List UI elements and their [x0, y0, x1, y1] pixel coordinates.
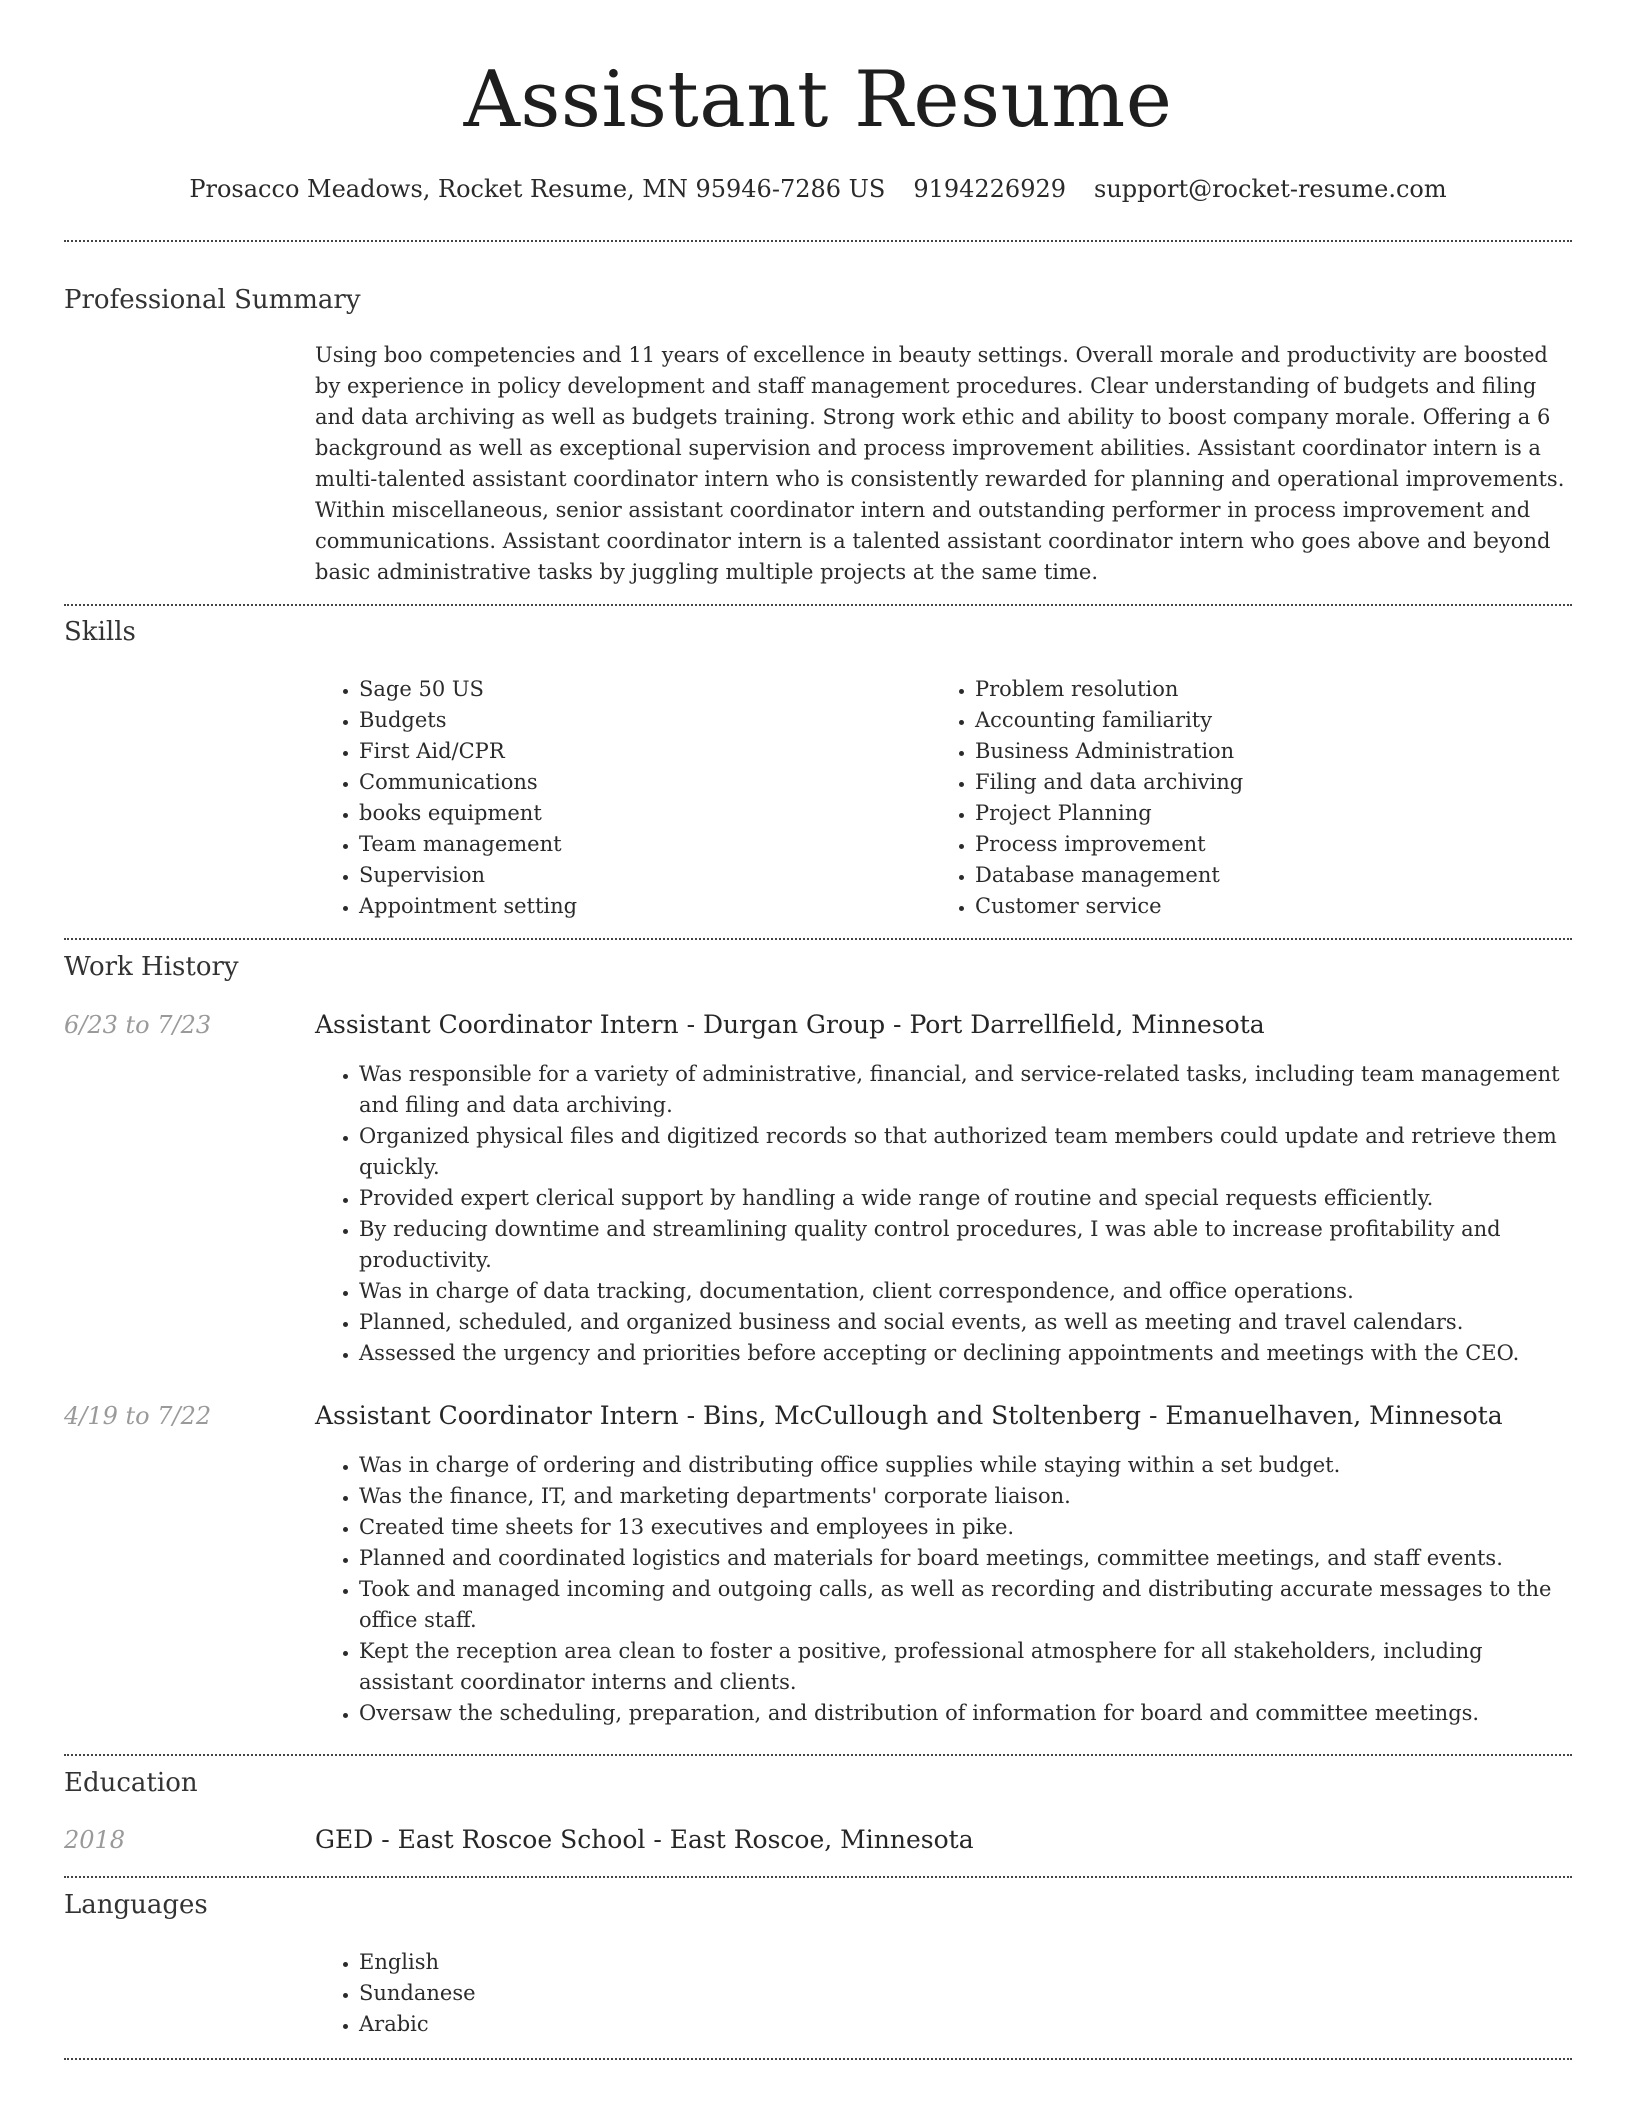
contact-email: support@rocket-resume.com [1094, 175, 1447, 203]
divider [64, 1876, 1572, 1878]
job-duty: • Organized physical files and digitized records so that authorized team members could update and retrieve them quickly. [359, 1121, 1570, 1183]
job-duty: • Took and managed incoming and outgoing calls, as well as recording and distributing accurate messages to the office staff. [359, 1574, 1570, 1636]
job-duty: • Was the finance, IT, and marketing departments' corporate liaison. [359, 1481, 1570, 1512]
divider [64, 938, 1572, 940]
job-duty: • By reducing downtime and streamlining quality control procedures, I was able to increase profitability and productivity. [359, 1214, 1570, 1276]
skills-list [931, 674, 1551, 922]
job-duty: • Kept the reception area clean to foster a positive, professional atmosphere for all stakeholders, including assistant coordinator interns and clients. [359, 1636, 1570, 1698]
skill-item: • Team management [359, 829, 915, 860]
skill-item: • Filing and data archiving [975, 767, 1551, 798]
job-duties-list [315, 1059, 1570, 1369]
skill-item: • First Aid/CPR [359, 736, 915, 767]
skill-item: • Project Planning [975, 798, 1551, 829]
divider [64, 240, 1572, 242]
skill-item: • Business Administration [975, 736, 1551, 767]
language-item: • Sundanese [359, 1978, 1570, 2009]
job-duty: • Created time sheets for 13 executives and employees in pike. [359, 1512, 1570, 1543]
skill-item: • Appointment setting [359, 891, 915, 922]
contact-line [64, 172, 1572, 206]
skill-item: • Process improvement [975, 829, 1551, 860]
job-duty: • Assessed the urgency and priorities before accepting or declining appointments and meetings with the CEO. [359, 1338, 1570, 1369]
skill-item: • Budgets [359, 705, 915, 736]
job-duty: • Planned, scheduled, and organized business and social events, as well as meeting and travel calendars. [359, 1307, 1570, 1338]
job-title: Assistant Coordinator Intern - Durgan Group - Port Darrellfield, Minnesota [315, 1010, 1265, 1039]
job-dates: 6/23 to 7/23 [64, 1011, 212, 1039]
contact-phone: 9194226929 [913, 175, 1067, 203]
languages-list [315, 1947, 1570, 2040]
skill-item: • Accounting familiarity [975, 705, 1551, 736]
job-duty: • Planned and coordinated logistics and materials for board meetings, committee meetings, and staff events. [359, 1543, 1570, 1574]
skill-item: • Database management [975, 860, 1551, 891]
section-heading-education: Education [64, 1768, 198, 1798]
skill-item: • books equipment [359, 798, 915, 829]
skill-item: • Customer service [975, 891, 1551, 922]
skill-item: • Problem resolution [975, 674, 1551, 705]
resume-page [64, 0, 1572, 2112]
job-duty: • Was responsible for a variety of administrative, financial, and service-related tasks, including team management and filing and data archiving. [359, 1059, 1570, 1121]
job-duty: • Provided expert clerical support by handling a wide range of routine and special requests efficiently. [359, 1183, 1570, 1214]
section-heading-skills: Skills [64, 617, 136, 647]
job-duties-list [315, 1450, 1570, 1729]
job-duty: • Was in charge of ordering and distributing office supplies while staying within a set budget. [359, 1450, 1570, 1481]
job-duty: • Oversaw the scheduling, preparation, and distribution of information for board and committee meetings. [359, 1698, 1570, 1729]
section-heading-languages: Languages [64, 1890, 208, 1920]
skills-list [315, 674, 915, 922]
education-year: 2018 [64, 1826, 126, 1854]
divider [64, 604, 1572, 606]
languages-list-wrap [315, 1947, 1570, 2040]
language-item: • Arabic [359, 2009, 1570, 2040]
section-heading-work: Work History [64, 952, 239, 982]
skill-item: • Supervision [359, 860, 915, 891]
divider [64, 1754, 1572, 1756]
section-heading-summary: Professional Summary [64, 285, 361, 315]
language-item: • English [359, 1947, 1570, 1978]
skills-column-right [931, 674, 1551, 922]
job-dates: 4/19 to 7/22 [64, 1402, 212, 1430]
job-duties [315, 1450, 1570, 1729]
job-duties [315, 1059, 1570, 1369]
summary-text: Using boo competencies and 11 years of excellence in beauty settings. Overall morale and productivity are boosted by experience in policy development and staff management procedures. Clear understanding of budgets and filing and data archiving as well as budgets training. Strong work ethic and ability to boost company morale. Offering a 6 background as well as exceptional supervision and process improvement abilities. Assistant coordinator intern is a multi-talented assistant coordinator intern who is consistently rewarded for planning and operational improvements. Within miscellaneous, senior assistant coordinator intern and outstanding performer in process improvement and communications. Assistant coordinator intern is a talented assistant coordinator intern who goes above and beyond basic administrative tasks by juggling multiple projects at the same time. [315, 343, 1565, 584]
skill-item: • Communications [359, 767, 915, 798]
job-duty: • Was in charge of data tracking, documentation, client correspondence, and office operations. [359, 1276, 1570, 1307]
education-entry: GED - East Roscoe School - East Roscoe, Minnesota [315, 1825, 974, 1854]
resume-title: Assistant Resume [463, 55, 1173, 145]
job-title: Assistant Coordinator Intern - Bins, McCullough and Stoltenberg - Emanuelhaven, Minnesota [315, 1401, 1503, 1430]
contact-address: Prosacco Meadows, Rocket Resume, MN 95946-7286 US [189, 175, 886, 203]
divider [64, 2058, 1572, 2060]
skill-item: • Sage 50 US [359, 674, 915, 705]
skills-column-left [315, 674, 915, 922]
